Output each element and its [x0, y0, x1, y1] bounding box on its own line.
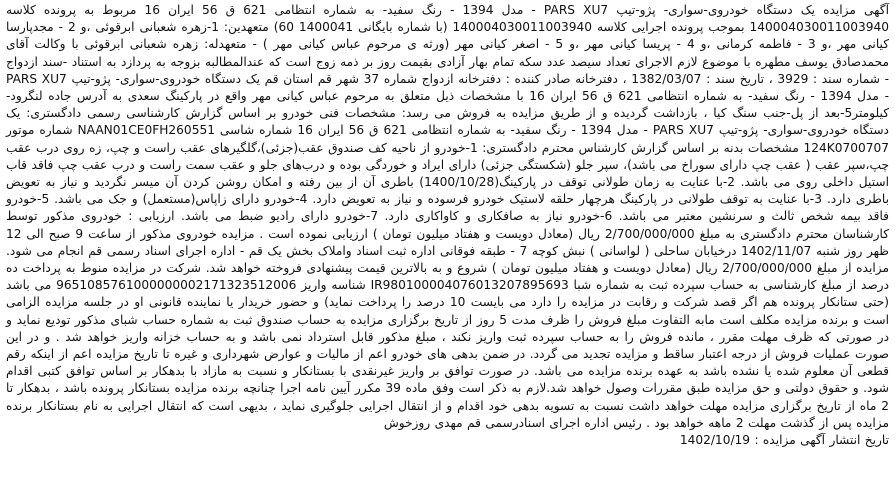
publish-date-label: تاریخ انتشار آگهی مزایده :: [754, 433, 889, 448]
notice-body: آگهی مزایده یک دستگاه خودروی-سواری- پژو-تیپ PARS XU7 - مدل 1394 - رنگ سفید- به شماره انتظامی 621 ق 56 ایران 16 مربوط به پرونده کلاسه 140004030011003940 بموجب پرونده اجرایی کلاسه 140004030011003940 (با شماره بایگانی 1400041 60) متعهدین: 1-زهره شعبانی ابرقوئی ،و 2 - مجدپارسا کیانی مهر ،و 3 - فاطمه کرمانی ،و 4 - پریسا کیانی مهر ،و 5 - اصغر کیانی مهر (ورثه ی مرحوم عباس کیانی مهر ) - متعهدله: زهره شعبانی ابرقوئی با وکالت آقای محمدصادق یوسف مطهره با موضوع لازم الاجرای تعداد سیصد عدد سکه تمام بهار آزادی بقیمت روز بر ذمه زوج است که عندالمطالبه بزوجه به پردازد به استناد -سند ازدواج - شماره سند : 3929 ، تاریخ سند : 1382/03/07 ، دفترخانه صادر کننده : دفترخانه ازدواج شماره 37 شهر قم استان قم یک دستگاه خودروی-سواری- پژو-تیپ PARS XU7 - مدل 1394 - رنگ سفید- به شماره انتظامی 621 ق 56 ایران 16 با مشخصات ذیل متعلق به مرحوم عباس کیانی مهر واقع در پارکینگ سعدی به آدرس جاده لنگرود-کیلومتر5-بعد از پل-جنب سنگ کیا ، بازداشت گردیده و از طریق مزایده به فروش می رسد: مشخصات فنی خودرو بر اساس گزارش کارشناسی رسمی دادگستری: یک دستگاه خودروی-سواری- پژو-تیپ PARS XU7 - مدل 1394 - رنگ سفید- به شماره انتظامی 621 ق 56 ایران 16 شماره شاسی NAAN01CE0FH260551 شماره موتور 124K0700707 مشخصات بدنه بر اساس گزارش کارشناس محترم دادگستری: 1-خودرو از ناحیه کف صندوق عقب(جزئی)،گلگیرهای عقب راست و چپ، زه روی درب عقب چپ،سپر عقب ( عقب چپ دارای سوراخ می باشد)، سپر جلو (شکستگی جزئی) دارای ایراد و خوردگی بوده و درب‌های جلو و عقب سمت راست و درب عقب چپ فاقد قاب استیل داخلی روی می باشد. 2-با عنایت به زمان طولانی توقف در پارکینگ(1400/10/28) باطری آن از بین رفته و امکان روشن کردن آن میسر نگردید و نیاز به تعویض باطری دارد. 3-با عنایت به توقف طولانی در پارکینگ هرچهار حلقه لاستیک خودرو فرسوده و نیاز به تعویض دارد. 4-خودرو دارای زاپاس(مستعمل) و جک می باشد. 5-خودرو فاقد بیمه شخص ثالث و سرنشین معتبر می باشد. 6-خودرو نیاز به صافکاری و کاواکاری دارد. 7-خودرو دارای رادیو ضبط می باشد. ارزیابی : خودروی مذکور توسط کارشناسان محترم دادگستری به مبلغ 2/700/000/000 ریال (معادل دویست و هفتاد میلیون تومان ) ارزیابی نموده است . مزایده خودروی مذکور از ساعت 9 صبح الی 12 ظهر روز شنبه 1402/11/07 درخیابان ساحلی ( لواسانی ) نبش کوچه 7 - طبقه فوقانی اداره ثبت اسناد واملاک بخش یک قم - اداره اجرای اسناد رسمی قم انجام می شود. مزایده از مبلغ 2/700/000/000 ریال (معادل دویست و هفتاد میلیون تومان ) شروع و به بالاترین قیمت پیشنهادی فروخته خواهد شد. شرکت در مزایده منوط به پرداخت ده درصد از مبلغ کارشناسی به حساب سپرده ثبت به شماره شبا IR980100004076013207895693 شناسه واریز 9651085761000000002171323512006 می باشد (حتی ستانکار پرونده هم اگر قصد شرکت و رقابت در مزایده را دارد می بایست 10 درصد را پرداخت نماید) و حضور خریدار یا نماینده قانونی او در جلسه مزایده الزامی است و برنده مزایده مکلف است مابه التفاوت مبلغ فروش را ظرف مدت 5 روز از تاریخ برگزاری مزایده به حساب صندوق ثبت به شماره حساب شبای مذکور تودیع نماید و در صورتی که ظرف مهلت مقرر ، مانده فروش را به حساب سپرده ثبت واریز نکند ، مبلغ مذکور قابل استرداد نمی باشد و به حساب خزانه واریز خواهد شد . و در این صورت عملیات فروش از درجه اعتبار ساقط و مزایده تجدید می گردد. در ضمن بدهی های خودرو اعم از مالیات و عوارض شهرداری و غیره تا تاریخ مزایده اعم از اینکه رقم قطعی آن معلوم شده یا نشده باشد به عهده برنده مزایده می باشد. در صورت توافق بر واریز غیرنقدی با بستانکار و نسبت به مازاد با بدهکار بر اساس توافق کتبی اقدام شود. و حقوق دولتی و حق مزایده طبق مقررات وصول خواهد شد.لازم به ذکر است وفق ماده 39 مکرر آیین نامه اجرا چنانچه برنده مزایده بستانکار پرونده باشد ، بدهکار تا 2 ماه از تاریخ برگزاری مزایده مهلت خواهد داشت نسبت به تسویه بدهی خود اقدام و از انتقال اجرایی جلوگیری نماید ، بدیهی است که انتقال اجرایی به نام بستانکار برنده مزایده پس از گذشت مهلت 2 ماهه خواهد بود . رئیس اداره اجرای اسنادرسمی قم مهدی روزخوش: [6, 3, 890, 430]
publish-date-line: [6, 432, 889, 449]
publish-date: 1402/10/19: [679, 433, 751, 448]
